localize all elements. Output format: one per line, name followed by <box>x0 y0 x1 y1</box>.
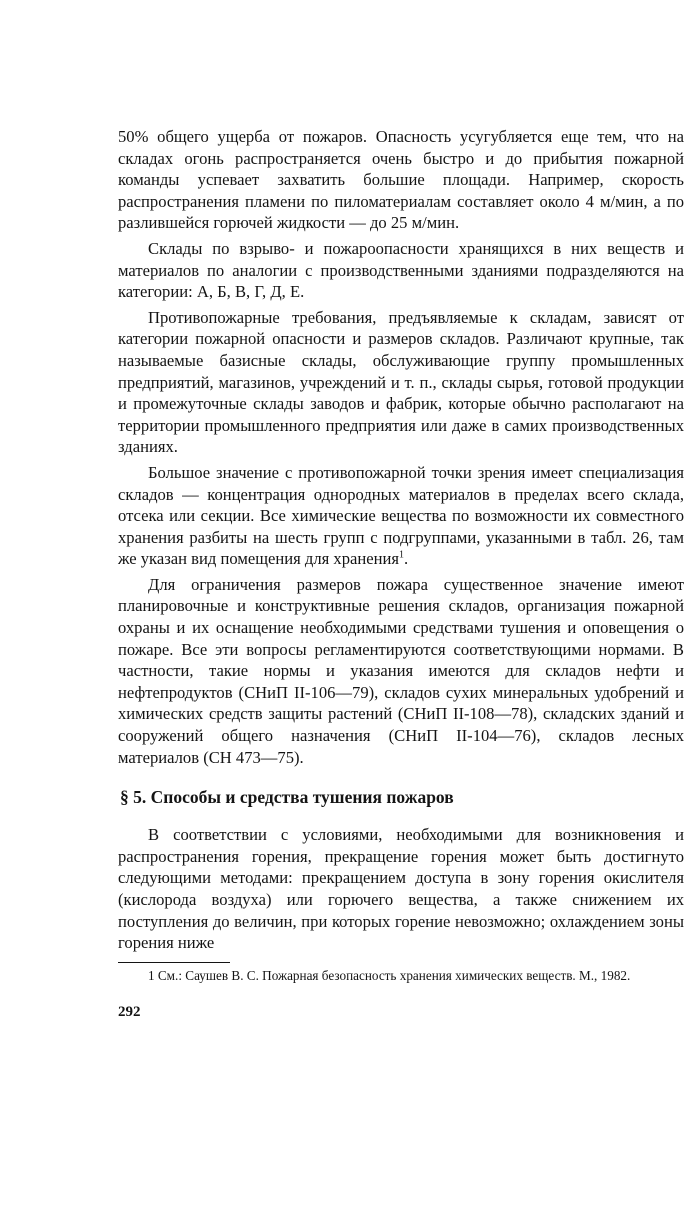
section-heading: § 5. Способы и средства тушения пожаров <box>120 787 454 808</box>
paragraph-3: Противопожарные требования, предъявляемые к складам, зависят от категории пожарной опасности и размеров складов. Различают крупные, так называемые базисные склады, обслуживающие группу промышленных предприятий, магазинов, учреждений и т. п., склады сырья, готовой продукции и промежуточные склады заводов и фабрик, которые обычно располагают на территории промышленного предприятия или даже в самих производственных зданиях. <box>118 307 684 457</box>
page-number: 292 <box>118 1003 141 1020</box>
paragraph-4-text: Большое значение с противопожарной точки зрения имеет специализация складов — концентрация однородных материалов в пределах всего склада, отсека или секции. Все химические вещества по возможности их совместного хранения разбиты на шесть групп с подгруппами, указанными в табл. 26, там же указан вид помещения для хранения <box>118 462 684 569</box>
paragraph-2: Склады по взрыво- и пожароопасности хранящихся в них веществ и материалов по аналогии с производственными зданиями подразделяются на категории: А, Б, В, Г, Д, Е. <box>118 238 684 302</box>
paragraph-5: Для ограничения размеров пожара существенное значение имеют планировочные и конструктивные решения складов, организация пожарной охраны и их оснащение необходимыми средствами тушения и оповещения о пожаре. Все эти вопросы регламентируются соответствующими нормами. В частности, такие нормы и указания имеются для складов нефти и нефтепродуктов (СНиП II-106—79), складов сухих минеральных удобрений и химических средств защиты растений (СНиП II-108—78), складских зданий и сооружений общего назначения (СНиП II-104—76), складов лесных материалов (СН 473—75). <box>118 574 684 767</box>
footnote: 1 См.: Саушев В. С. Пожарная безопасность хранения химических веществ. М., 1982. <box>148 967 631 983</box>
page-content <box>118 126 684 1021</box>
paragraph-1: 50% общего ущерба от пожаров. Опасность усугубляется еще тем, что на складах огонь распространяется очень быстро и до прибытия пожарной команды успевает захватить большие площади. Например, скорость распространения пламени по пиломатериалам составляет около 4 м/мин, а по разлившейся горючей жидкости — до 25 м/мин. <box>118 127 684 233</box>
paragraph-4-end: . <box>404 549 409 569</box>
paragraph-4 <box>118 462 684 570</box>
footnote-reference[interactable]: 1 <box>399 549 404 561</box>
footnote-divider <box>118 962 230 963</box>
section-paragraph: В соответствии с условиями, необходимыми для возникновения и распространения горения, прекращение горения может быть достигнуто следующими методами: прекращением доступа в зону горения окислителя (кислорода воздуха) или горючего вещества, а также снижением их поступления до величин, при которых горение невозможно; охлаждением зоны горения ниже <box>118 825 684 953</box>
